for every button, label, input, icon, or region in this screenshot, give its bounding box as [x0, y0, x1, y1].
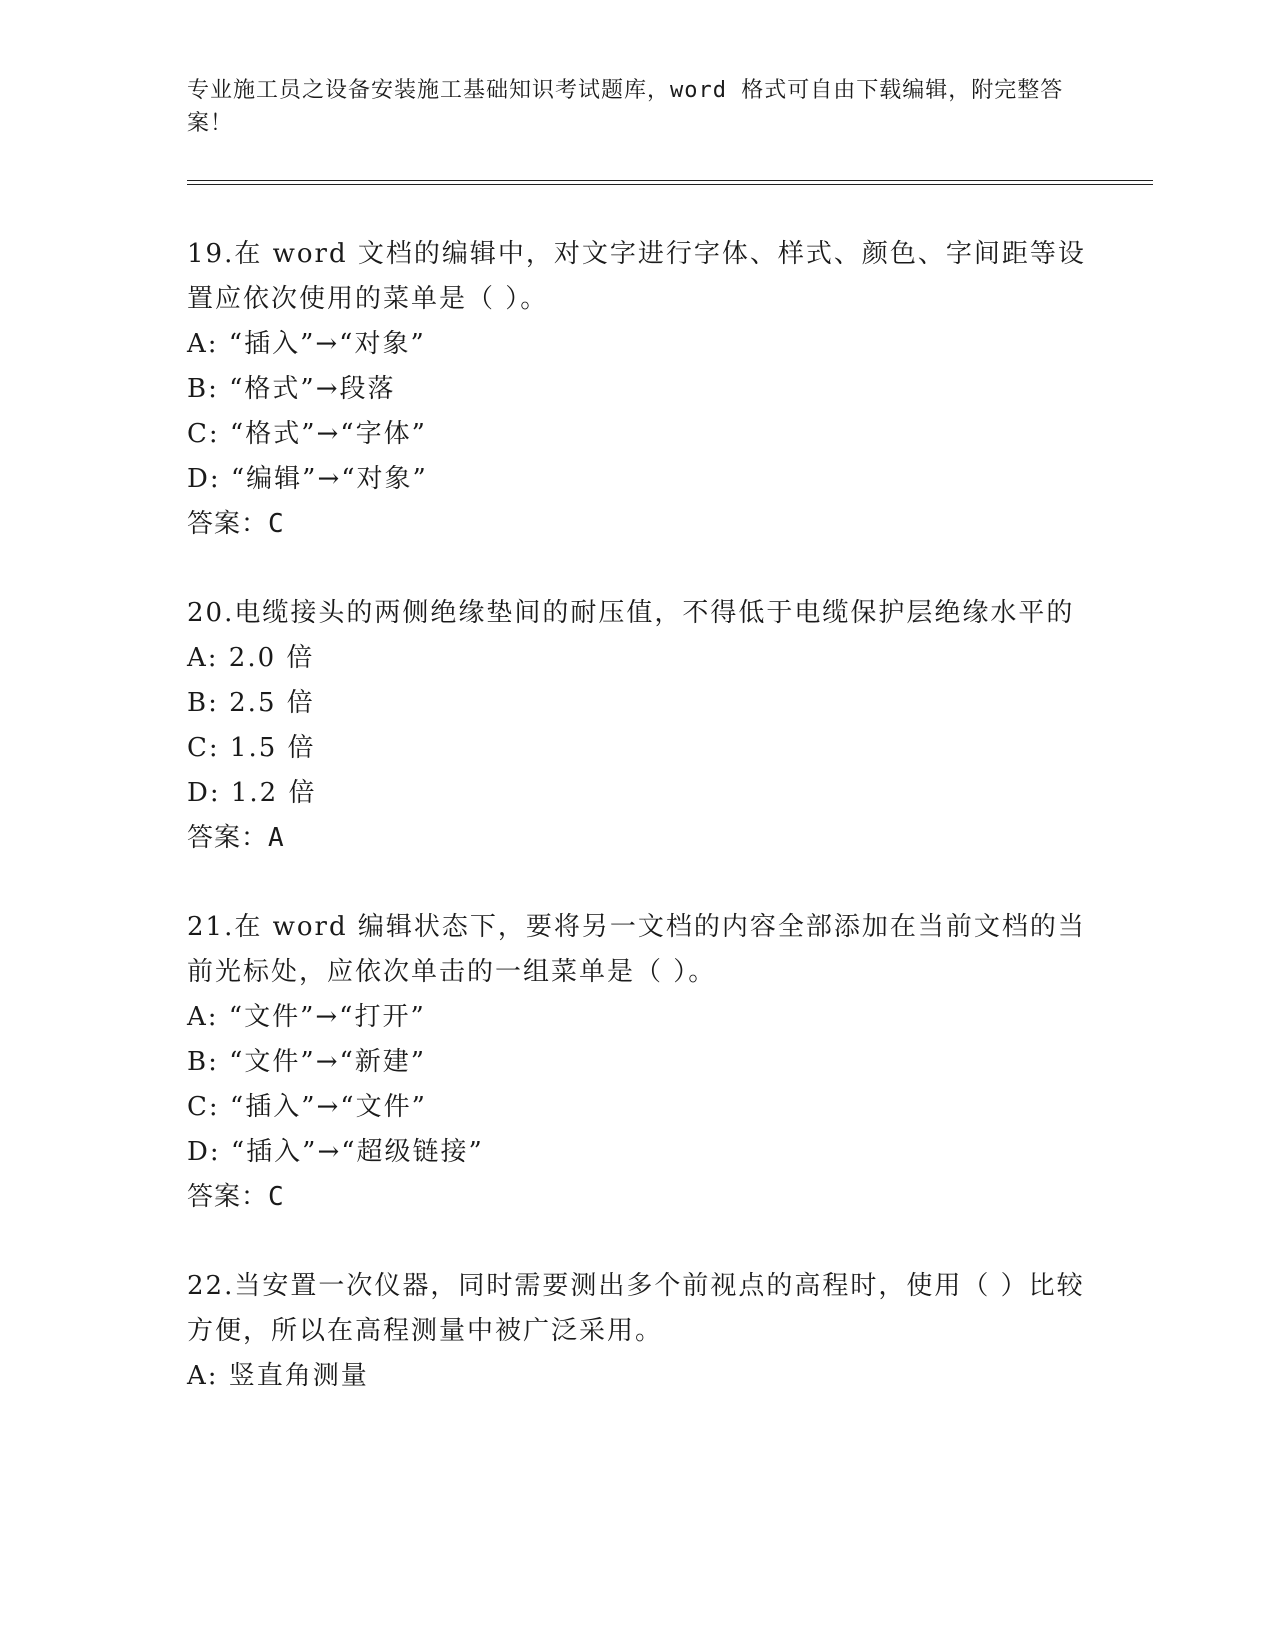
question-list — [187, 232, 1087, 1443]
option-b: B: 2.5 倍 — [187, 688, 315, 718]
header-divider — [187, 180, 1153, 185]
answer-label: 答案：A — [187, 823, 285, 853]
option-a: A: 竖直角测量 — [187, 1361, 369, 1391]
option-b: B: “格式”→段落 — [187, 374, 396, 404]
option-c: C: “插入”→“文件” — [187, 1092, 427, 1122]
option-d: D: “编辑”→“对象” — [187, 464, 428, 494]
option-d: D: “插入”→“超级链接” — [187, 1137, 484, 1167]
question-21 — [187, 905, 1087, 1220]
question-stem: 22.当安置一次仪器，同时需要测出多个前视点的高程时，使用（ ）比较方便，所以在高程测量中被广泛采用。 — [187, 1271, 1085, 1346]
option-a: A: “文件”→“打开” — [187, 1002, 426, 1032]
question-stem: 21.在 word 编辑状态下，要将另一文档的内容全部添加在当前文档的当前光标处，应依次单击的一组菜单是（ ）。 — [187, 912, 1086, 987]
option-c: C: “格式”→“字体” — [187, 419, 427, 449]
question-20 — [187, 591, 1087, 861]
option-a: A: “插入”→“对象” — [187, 329, 426, 359]
question-stem: 19.在 word 文档的编辑中，对文字进行字体、样式、颜色、字间距等设置应依次使用的菜单是（ ）。 — [187, 239, 1086, 314]
question-19 — [187, 232, 1087, 547]
option-a: A: 2.0 倍 — [187, 643, 315, 673]
answer-label: 答案：C — [187, 509, 285, 539]
answer-label: 答案：C — [187, 1182, 285, 1212]
option-b: B: “文件”→“新建” — [187, 1047, 427, 1077]
question-22 — [187, 1264, 1087, 1399]
option-c: C: 1.5 倍 — [187, 733, 316, 763]
document-header: 专业施工员之设备安装施工基础知识考试题库，word 格式可自由下载编辑，附完整答案！ — [187, 78, 1064, 136]
option-d: D: 1.2 倍 — [187, 778, 317, 808]
question-stem: 20.电缆接头的两侧绝缘垫间的耐压值，不得低于电缆保护层绝缘水平的 — [187, 598, 1075, 628]
